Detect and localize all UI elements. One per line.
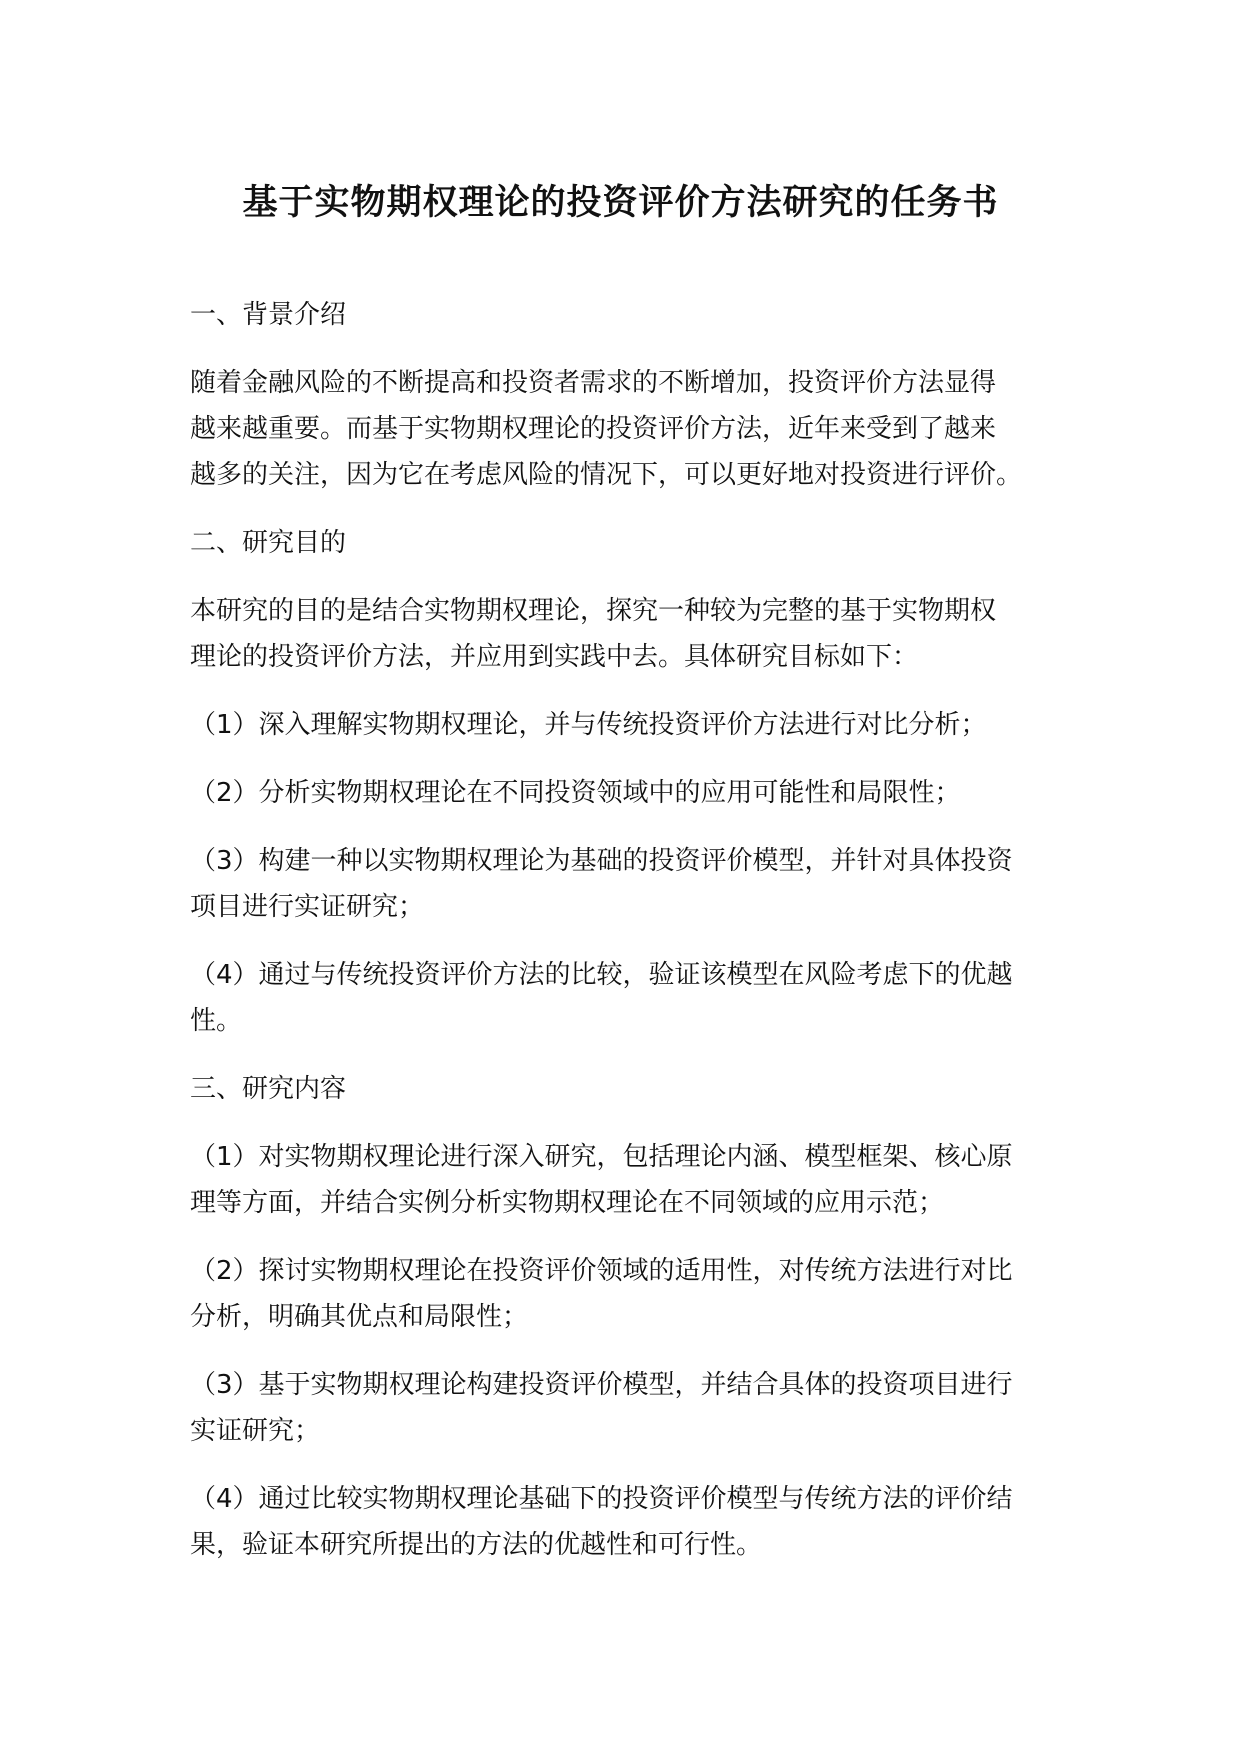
list-item bbox=[190, 770, 1070, 816]
list-item bbox=[190, 1134, 1070, 1226]
text-line: （2）探讨实物期权理论在投资评价领域的适用性，对传统方法进行对比 bbox=[190, 1256, 1013, 1286]
list-item bbox=[190, 1362, 1070, 1454]
text-line: 越多的关注，因为它在考虑风险的情况下，可以更好地对投资进行评价。 bbox=[190, 460, 1023, 490]
text-line: （4）通过与传统投资评价方法的比较，验证该模型在风险考虑下的优越 bbox=[190, 960, 1013, 990]
text-line: 随着金融风险的不断提高和投资者需求的不断增加，投资评价方法显得 bbox=[190, 368, 997, 398]
text-line: （2）分析实物期权理论在不同投资领域中的应用可能性和局限性； bbox=[190, 778, 961, 808]
text-line: （4）通过比较实物期权理论基础下的投资评价模型与传统方法的评价结 bbox=[190, 1484, 1013, 1514]
section-heading-background: 一、背景介绍 bbox=[190, 300, 347, 330]
text-line: （3）基于实物期权理论构建投资评价模型，并结合具体的投资项目进行 bbox=[190, 1370, 1013, 1400]
document-title: 基于实物期权理论的投资评价方法研究的任务书 bbox=[242, 183, 999, 223]
list-item bbox=[190, 702, 1070, 748]
list-item bbox=[190, 1476, 1070, 1568]
list-item bbox=[190, 838, 1070, 930]
text-line: 理等方面，并结合实例分析实物期权理论在不同领域的应用示范； bbox=[190, 1188, 945, 1218]
text-line: 果，验证本研究所提出的方法的优越性和可行性。 bbox=[190, 1530, 763, 1560]
section-heading-purpose: 二、研究目的 bbox=[190, 528, 347, 558]
text-line: 实证研究； bbox=[190, 1416, 321, 1446]
text-line: 分析，明确其优点和局限性； bbox=[190, 1302, 529, 1332]
list-item bbox=[190, 1248, 1070, 1340]
paragraph bbox=[190, 588, 1070, 680]
list-item bbox=[190, 952, 1070, 1044]
text-line: （1）对实物期权理论进行深入研究，包括理论内涵、模型框架、核心原 bbox=[190, 1142, 1013, 1172]
text-line: （1）深入理解实物期权理论，并与传统投资评价方法进行对比分析； bbox=[190, 710, 987, 740]
paragraph bbox=[190, 360, 1070, 498]
text-line: 项目进行实证研究； bbox=[190, 892, 425, 922]
text-line: 本研究的目的是结合实物期权理论，探究一种较为完整的基于实物期权 bbox=[190, 596, 997, 626]
document-body bbox=[190, 292, 1070, 1590]
text-line: 性。 bbox=[190, 1006, 243, 1036]
text-line: 理论的投资评价方法，并应用到实践中去。具体研究目标如下： bbox=[190, 642, 919, 672]
section-heading-content: 三、研究内容 bbox=[190, 1074, 347, 1104]
text-line: （3）构建一种以实物期权理论为基础的投资评价模型，并针对具体投资 bbox=[190, 846, 1013, 876]
text-line: 越来越重要。而基于实物期权理论的投资评价方法，近年来受到了越来 bbox=[190, 414, 997, 444]
